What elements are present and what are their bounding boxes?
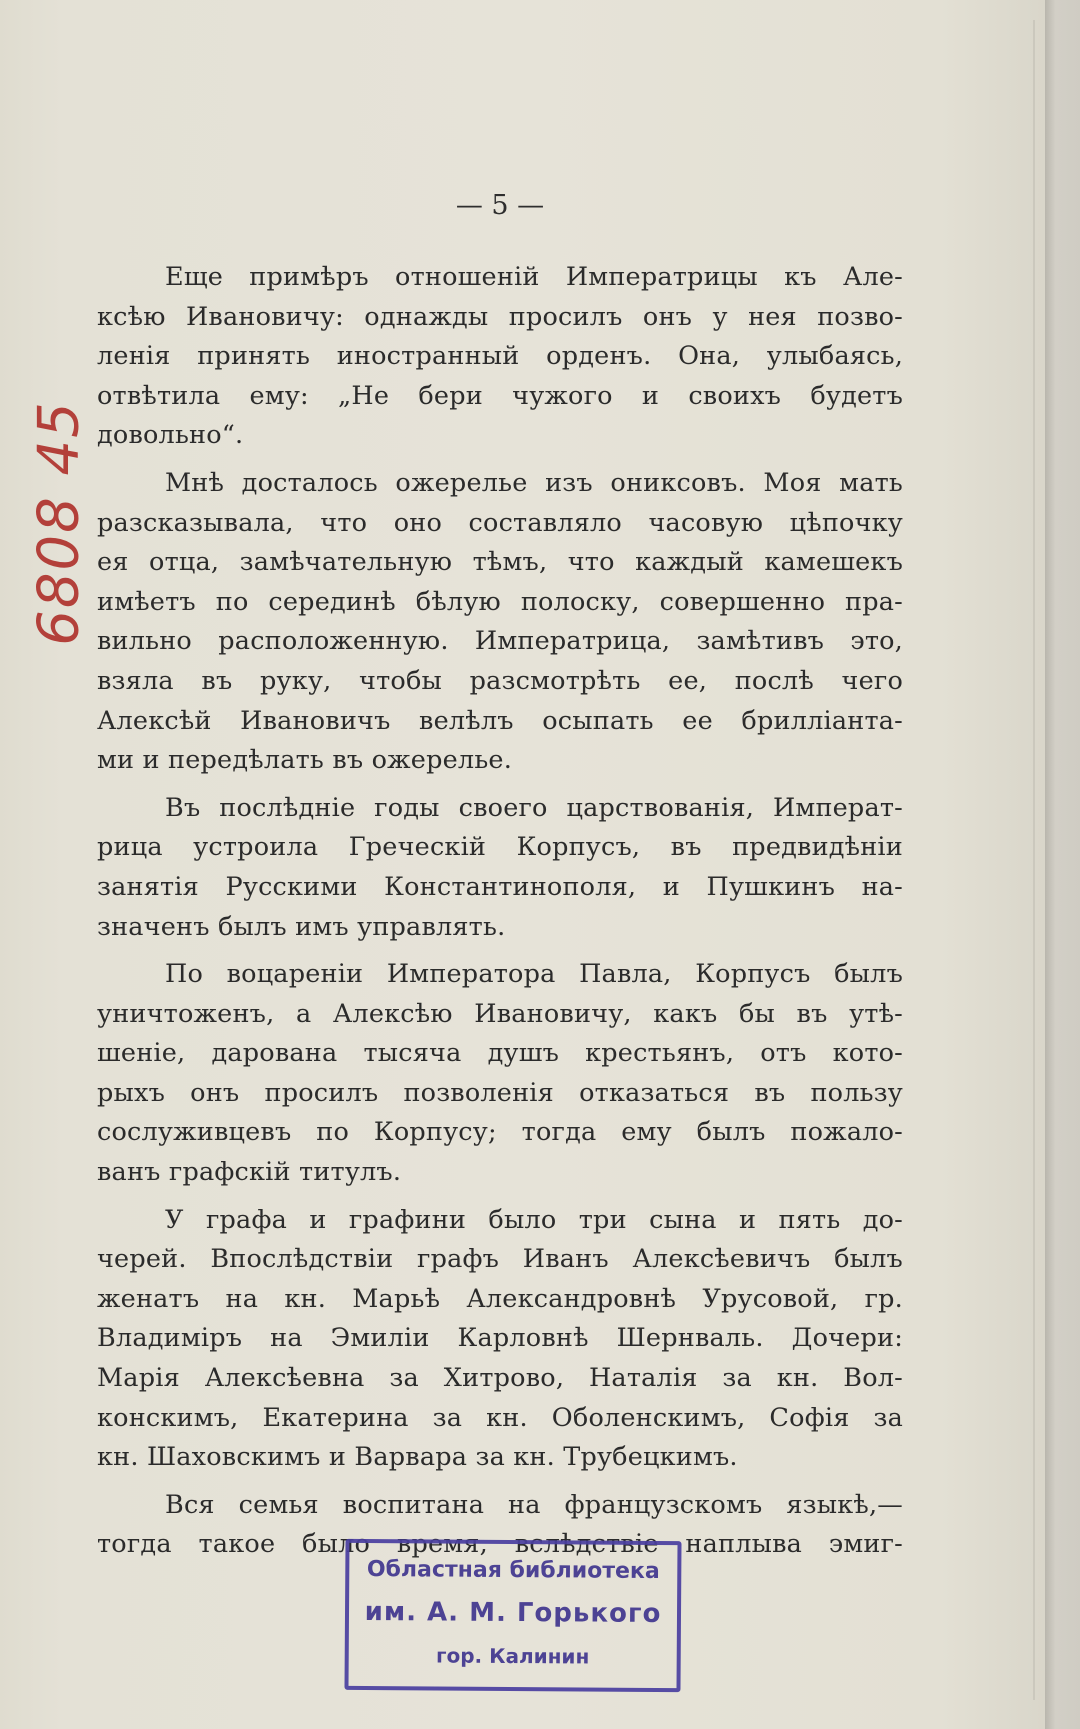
text-line: кн. Шаховскимъ и Варвара за кн. Трубецкимъ. [97,1442,738,1473]
text-line: занятія Русскими Константинополя, и Пушкинъ на- [97,871,903,902]
text-line: Владиміръ на Эмиліи Карловнѣ Шернваль. Дочери: [97,1323,903,1354]
text-line: Алексѣй Ивановичъ велѣлъ осыпать ее брилліанта- [97,705,903,736]
text-line: Еще примѣръ отношеній Императрицы къ Але- [165,262,903,292]
text-line: рыхъ онъ просилъ позволенія отказаться въ пользу [97,1077,903,1108]
text-line: значенъ былъ имъ управлять. [97,911,506,942]
text-line: У графа и графини было три сына и пять до- [165,1204,903,1235]
paragraph [97,955,903,1193]
handwritten-inventory-number [14,380,104,665]
page-body-text [97,258,903,1565]
text-line: ксѣю Ивановичу: однажды просилъ онъ у нея позво- [97,301,903,332]
paragraph-gap [97,781,903,789]
text-line: По воцареніи Императора Павла, Корпусъ былъ [165,959,903,990]
text-line: шеніе, дарована тысяча душъ крестьянъ, отъ кото- [97,1038,903,1069]
stamp-line-3: гор. Калинин [436,1643,590,1669]
handwritten-number-text: 6808 45 [26,399,92,646]
paragraph [97,258,903,456]
text-line: Марія Алексѣевна за Хитрово, Наталія за кн. Вол- [97,1363,903,1394]
text-line: сослуживцевъ по Корпусу; тогда ему былъ пожало- [97,1117,903,1148]
text-line: ленія принять иностранный орденъ. Она, улыбаясь, [97,341,903,372]
text-line: уничтоженъ, а Алексѣю Ивановичу, какъ бы въ утѣ- [97,998,903,1029]
text-line: рица устроила Греческій Корпусъ, въ предвидѣніи [97,832,903,863]
text-line: черей. Впослѣдствіи графъ Иванъ Алексѣевичъ былъ [97,1244,903,1275]
text-line: довольно“. [97,420,244,451]
text-line: Вся семья воспитана на французскомъ языкѣ,— [165,1489,903,1520]
paragraph-gap [97,456,903,464]
page-edge-shadow [1045,0,1080,1729]
text-line: женатъ на кн. Марьѣ Александровнѣ Урусовой, гр. [97,1283,903,1314]
text-line: отвѣтила ему: „Не бери чужого и своихъ будетъ [97,380,903,411]
paragraph [97,1201,903,1478]
stamp-line-1: Областная библиотека [366,1556,660,1585]
text-line: ванъ графскій титулъ. [97,1157,402,1188]
text-line: взяла въ руку, чтобы разсмотрѣть ее, послѣ чего [97,665,903,696]
text-line: ея отца, замѣчательную тѣмъ, что каждый камешекъ [97,547,903,578]
page-fold-line [1033,20,1035,1700]
text-line: Въ послѣдніе годы своего царствованія, Императ- [165,792,903,823]
text-line: Мнѣ досталось ожерелье изъ ониксовъ. Моя мать [165,467,903,498]
paragraph-gap [97,1193,903,1201]
text-line: тогда такое было время, вслѣдствіе наплыва эмиг- [97,1529,903,1560]
text-line: имѣетъ по серединѣ бѣлую полоску, совершенно пра- [97,586,903,617]
paragraph [97,789,903,947]
library-stamp [344,1539,681,1692]
paragraph [97,464,903,781]
stamp-line-2: им. А. М. Горького [364,1596,662,1630]
page-number: — 5 — [455,190,545,221]
paragraph-gap [97,947,903,955]
text-line: вильно расположенную. Императрица, замѣтивъ это, [97,626,903,657]
text-line: разсказывала, что оно составляло часовую цѣпочку [97,507,903,538]
paragraph-gap [97,1478,903,1486]
text-line: конскимъ, Екатерина за кн. Оболенскимъ, Софія за [97,1402,903,1433]
text-line: ми и передѣлать въ ожерелье. [97,745,512,776]
